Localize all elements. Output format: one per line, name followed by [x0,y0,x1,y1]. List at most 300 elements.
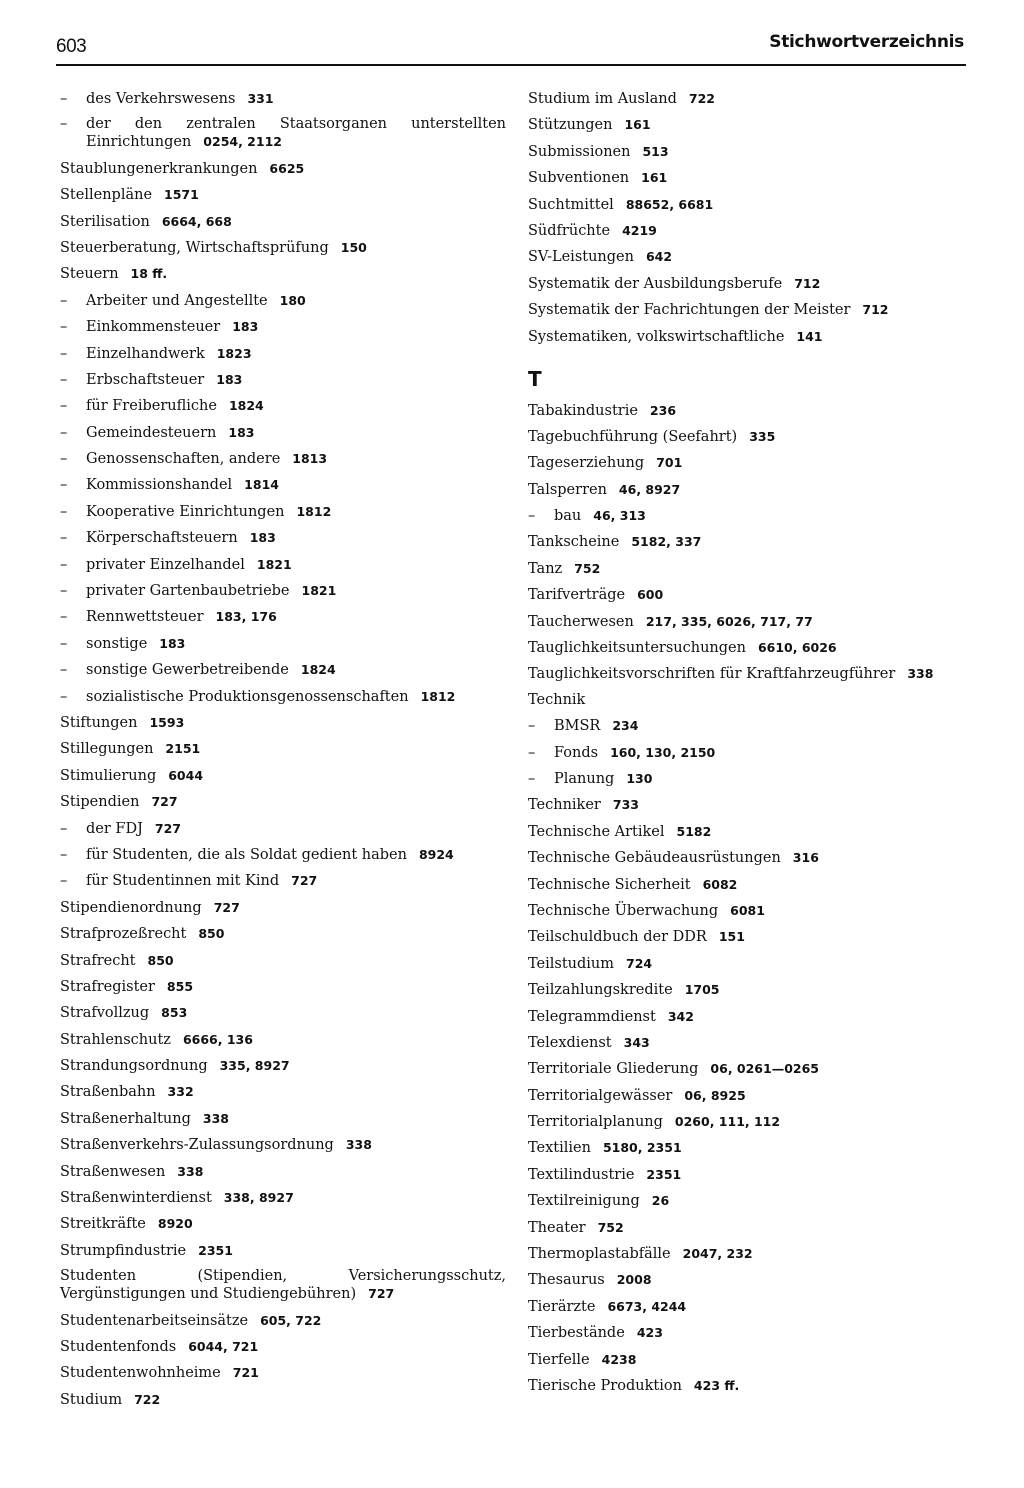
index-entry [60,767,506,785]
index-entry [60,160,506,178]
index-page-ref: 160, 130, 2150 [610,744,716,760]
index-entry [528,955,964,973]
index-term: Tarifverträge [528,587,626,604]
index-entry [60,186,506,204]
index-term: Studentenarbeitseinsätze [60,1312,249,1329]
index-entry [60,239,506,257]
index-term: Telegrammdienst [528,1008,656,1025]
index-term: Fonds [554,744,599,761]
index-term: Stipendien [60,794,140,811]
index-term: privater Einzelhandel [86,556,245,573]
index-entry [528,1034,964,1052]
index-page-ref: 733 [612,797,639,813]
index-term: Territorialplanung [528,1114,663,1131]
index-page-ref: 150 [340,239,367,255]
index-page-ref: 850 [147,952,174,968]
index-page-ref: 4238 [601,1351,637,1367]
index-entry [60,978,506,996]
index-entry [60,213,506,231]
index-entry [60,1057,506,1075]
subentry-dash: – [60,635,68,652]
index-page-ref: 423 ff. [693,1377,740,1393]
index-term: bau [554,508,582,525]
subentry-dash: – [60,873,68,890]
index-entry [60,1364,506,1382]
index-entry [60,1110,506,1128]
subentry-dash: – [60,846,68,863]
index-term: Erbschaftsteuer [86,371,205,388]
index-term: Studenten (Stipendien, Versicherungsschutz, Vergünstigungen und Studiengebühren) [60,1268,506,1303]
index-page-ref: 850 [198,926,225,942]
index-entry [528,1060,964,1078]
index-term: Tierbestände [528,1325,625,1342]
index-subentry [60,292,506,310]
subentry-dash: – [528,744,536,761]
index-term: Tauglichkeitsvorschriften für Kraftfahrzeugführer [528,666,896,683]
subentry-dash: – [60,398,68,415]
index-page-ref: 2008 [616,1272,652,1288]
index-page-ref: 130 [626,770,653,786]
index-entry [528,1377,964,1395]
index-term: Einzelhandwerk [86,345,205,362]
index-page-ref: 183 [228,424,255,440]
index-page-ref: 6081 [730,902,765,918]
index-entry [528,613,964,631]
index-entry [528,928,964,946]
index-term: Technische Artikel [528,823,665,840]
index-subentry [60,503,506,521]
index-entry [528,849,964,867]
index-entry [60,1136,506,1154]
index-term: Strandungsordnung [60,1058,208,1075]
subentry-dash: – [60,662,68,679]
index-term: Techniker [528,797,601,814]
index-entry [528,248,964,266]
index-term: sonstige [86,635,148,652]
index-term: der FDJ [86,820,143,837]
index-entry [528,876,964,894]
index-entry [528,586,964,604]
index-page-ref: 6673, 4244 [607,1298,687,1314]
index-page-ref: 338, 8927 [223,1190,294,1206]
index-subentry [60,608,506,626]
index-page-ref: 701 [656,455,683,471]
index-entry [528,1087,964,1105]
index-term: Submissionen [528,143,631,160]
subentry-dash: – [60,503,68,520]
index-page-ref: 343 [623,1034,650,1050]
index-term: Gemeindesteuern [86,424,217,441]
index-entry [60,1163,506,1181]
subentry-dash: – [60,530,68,547]
index-term: Stipendienordnung [60,899,202,916]
index-entry [528,1113,964,1131]
index-page-ref: 342 [667,1008,694,1024]
index-page-ref: 18 ff. [130,266,168,282]
index-term: Strafvollzug [60,1005,150,1022]
index-entry [60,952,506,970]
index-term: Taucherwesen [528,613,634,630]
index-subentry [60,872,506,890]
index-page-ref: 335, 8927 [219,1058,290,1074]
index-term: Stützungen [528,117,613,134]
index-subentry [528,744,964,762]
index-term: Strahlenschutz [60,1031,171,1048]
index-page-ref: 1705 [684,982,720,998]
index-term: sonstige Gewerbetreibende [86,662,289,679]
index-term: Teilstudium [528,955,615,972]
index-group-t [528,402,964,1395]
index-entry [528,1139,964,1157]
index-page-ref: 161 [641,170,668,186]
index-entry [528,1219,964,1237]
index-term: Straßenbahn [60,1084,156,1101]
index-entry [528,481,964,499]
index-term: Territoriale Gliederung [528,1061,699,1078]
index-page-ref: 727 [368,1286,395,1302]
index-page-ref: 853 [161,1005,188,1021]
index-entry [528,196,964,214]
index-term: Studentenfonds [60,1338,177,1355]
index-page-ref: 6610, 6026 [757,640,837,656]
index-entry [528,1298,964,1316]
index-page-ref: 727 [291,873,318,889]
subentry-dash: – [60,451,68,468]
subentry-dash: – [60,583,68,600]
index-term: Stellenpläne [60,187,153,204]
index-term: Textilien [528,1140,591,1157]
index-term: Territorialgewässer [528,1087,673,1104]
index-term: der den zentralen Staatsorganen unterstellten Einrichtungen [86,116,506,151]
subentry-dash: – [60,91,68,107]
index-term: Genossenschaften, andere [86,451,281,468]
index-page-ref: 1824 [300,662,336,678]
index-page-ref: 217, 335, 6026, 717, 77 [645,613,813,629]
index-term: Strafrecht [60,952,136,969]
running-head: Stichwortverzeichnis [769,32,964,52]
index-entry [60,1215,506,1233]
index-subentry [528,507,964,525]
index-term: Stillegungen [60,741,154,758]
index-page-ref: 1824 [228,398,264,414]
index-entry [528,301,964,319]
index-entry [60,899,506,917]
subentry-dash: – [528,508,536,525]
subentry-dash: – [60,292,68,309]
index-subentry [60,820,506,838]
index-term: Tierfelle [528,1351,590,1368]
index-entry [60,1004,506,1022]
index-page-ref: 513 [642,143,669,159]
subentry-dash: – [60,345,68,362]
subentry-dash: – [528,718,536,735]
index-page-ref: 752 [574,560,601,576]
index-term: Einkommensteuer [86,319,221,336]
subentry-dash: – [60,424,68,441]
index-column-right [528,90,964,1403]
index-entry [60,1338,506,1356]
index-page-ref: 423 [636,1325,663,1341]
index-page-ref: 183 [216,371,243,387]
index-page-ref: 183 [232,319,259,335]
index-page-ref: 1812 [420,688,456,704]
subentry-dash: – [60,371,68,388]
index-entry [528,1008,964,1026]
index-page-ref: 721 [232,1365,259,1381]
index-term: für Studentinnen mit Kind [86,873,280,890]
index-subentry [60,661,506,679]
subentry-dash: – [528,770,536,787]
index-page-ref: 727 [213,899,240,915]
index-page-ref: 236 [649,402,677,418]
index-entry [60,1242,506,1260]
index-term: Studentenwohnheime [60,1365,221,1382]
index-page-ref: 8920 [157,1216,193,1232]
index-page-ref: 0254, 2112 [203,134,282,150]
index-page-ref: 605, 722 [260,1312,322,1328]
index-page-ref: 06, 8925 [684,1087,746,1103]
index-term: Technische Gebäudeausrüstungen [528,850,781,867]
index-term: für Freiberufliche [86,398,217,415]
index-subentry [60,450,506,468]
index-entry [528,1324,964,1342]
index-page-ref: 2351 [646,1166,682,1182]
index-subentry [60,318,506,336]
index-page-ref: 642 [645,249,673,265]
index-term: Strumpfindustrie [60,1242,187,1259]
index-page-ref: 141 [796,328,823,344]
index-term: Studium [60,1391,123,1408]
index-entry [528,1351,964,1369]
index-term: Telexdienst [528,1034,612,1051]
index-term: Talsperren [528,481,607,498]
index-page-ref: 6625 [269,160,305,176]
index-entry [528,533,964,551]
index-page-ref: 727 [154,820,181,836]
index-term: Steuerberatung, Wirtschaftsprüfung [60,239,329,256]
index-term: sozialistische Produktionsgenossenschaften [86,688,409,705]
page-number: 603 [56,36,87,57]
index-subentry [60,582,506,600]
index-term: Stiftungen [60,714,138,731]
index-entry [528,275,964,293]
index-page-ref: 1593 [149,714,185,730]
index-term: Systematik der Ausbildungsberufe [528,275,783,292]
index-subentry [60,529,506,547]
subentry-dash: – [60,116,68,133]
index-page-ref: 727 [151,794,178,810]
page-header [56,30,966,66]
index-term: Thermoplastabfälle [528,1246,671,1263]
index-entry [60,925,506,943]
index-page-ref: 316 [792,850,819,866]
index-term: Tierische Produktion [528,1377,682,1394]
index-entry [528,116,964,134]
index-term: Stimulierung [60,767,157,784]
index-subentry [60,476,506,494]
index-page-ref: 1823 [216,345,252,361]
index-page-ref: 161 [624,117,651,133]
index-page-ref: 1821 [301,583,337,599]
section-letter-heading: T [528,366,542,391]
index-page-ref: 712 [862,302,889,318]
subentry-dash: – [60,556,68,573]
subentry-dash: – [60,319,68,336]
index-page-ref: 1821 [256,556,292,572]
index-term: Straßenerhaltung [60,1110,191,1127]
index-page-ref: 46, 313 [593,508,646,524]
index-page-ref: 338 [202,1110,229,1126]
index-page-ref: 5180, 2351 [602,1140,682,1156]
index-entry [528,1271,964,1289]
index-entry [528,328,964,346]
index-term: Straßenverkehrs-Zulassungsordnung [60,1137,334,1154]
index-entry [528,454,964,472]
index-entry [60,265,506,283]
index-term: Straßenwinterdienst [60,1190,212,1207]
index-term: Tabakindustrie [528,402,638,419]
index-entry [60,1083,506,1101]
index-term: Kommissionshandel [86,477,233,494]
index-term: des Verkehrswesens [86,91,236,107]
index-page-ref: 88652, 6681 [625,196,714,212]
subentry-dash: – [60,688,68,705]
index-page-ref: 183 [249,530,276,546]
index-page-ref: 724 [626,955,653,971]
index-term: Tageserziehung [528,455,645,472]
index-entry [528,692,964,709]
index-term: Thesaurus [528,1272,605,1289]
index-page-ref: 1571 [164,187,199,203]
index-entry [528,639,964,657]
index-term: Strafregister [60,978,155,995]
index-term: Systematiken, volkswirtschaftliche [528,328,785,345]
index-subentry [60,688,506,706]
index-entry [528,902,964,920]
index-term: Theater [528,1219,586,1236]
index-subentry [60,90,506,108]
index-entry [528,402,964,420]
index-term: Tankscheine [528,534,620,551]
index-term: Südfrüchte [528,222,611,239]
index-entry [60,1268,506,1303]
index-page-ref: 338 [345,1137,372,1153]
index-entry [60,1391,506,1409]
index-page-ref: 2351 [198,1242,233,1258]
index-term: Tierärzte [528,1298,596,1315]
index-entry [528,1245,964,1263]
index-term: Suchtmittel [528,196,614,213]
index-page-ref: 752 [597,1219,624,1235]
index-page-ref: 600 [637,587,664,603]
index-term: Teilzahlungskredite [528,982,673,999]
index-entry [528,169,964,187]
index-term: Rennwettsteuer [86,609,204,626]
index-subentry [528,770,964,788]
index-term: Technische Überwachung [528,902,719,919]
index-term: Kooperative Einrichtungen [86,503,285,520]
index-term: Textilreinigung [528,1193,640,1210]
index-page-ref: 6044 [168,767,204,783]
index-subentry [60,635,506,653]
index-term: Sterilisation [60,213,150,230]
index-entry [528,143,964,161]
index-term: Körperschaftsteuern [86,530,238,547]
index-page-ref: 183, 176 [215,609,277,625]
subentry-dash: – [60,477,68,494]
index-page-ref: 151 [718,929,745,945]
index-entry [528,1192,964,1210]
index-term: SV-Leistungen [528,249,634,266]
index-subentry [60,556,506,574]
index-page-ref: 6664, 668 [161,213,232,229]
index-column-left [60,90,506,1417]
index-page-ref: 180 [279,292,306,308]
index-page-ref: 335 [749,428,776,444]
index-term: Systematik der Fachrichtungen der Meister [528,302,851,319]
index-term: Staublungenerkrankungen [60,160,258,177]
index-entry [60,740,506,758]
index-entry [528,823,964,841]
index-term: Tanz [528,560,563,577]
index-entry [528,428,964,446]
index-page-ref: 1812 [296,503,332,519]
index-subentry [60,846,506,864]
index-page-ref: 8924 [418,846,454,862]
index-term: Technik [528,691,586,708]
index-entry [528,1166,964,1184]
index-term: privater Gartenbaubetriebe [86,583,290,600]
index-page-ref: 6666, 136 [182,1031,253,1047]
index-term: Steuern [60,266,119,283]
index-page-ref: 331 [247,91,274,106]
index-subentry [60,424,506,442]
index-page-ref: 0260, 111, 112 [674,1114,781,1130]
index-entry [528,796,964,814]
index-page-ref: 2047, 232 [682,1246,753,1262]
subentry-dash: – [60,820,68,837]
index-page-ref: 338 [177,1163,204,1179]
index-page-ref: 5182, 337 [631,534,702,550]
index-entry [528,560,964,578]
index-term: für Studenten, die als Soldat gedient haben [86,846,407,863]
index-term: Tauglichkeitsuntersuchungen [528,640,746,657]
subentry-dash: – [60,609,68,626]
index-term: Technische Sicherheit [528,876,691,893]
index-term: Arbeiter und Angestellte [86,292,268,309]
index-page-ref: 234 [612,718,639,734]
index-page-ref: 722 [688,91,715,106]
index-entry [60,714,506,732]
index-entry [528,90,964,108]
index-page-ref: 855 [166,978,194,994]
index-page-ref: 6044, 721 [188,1338,259,1354]
index-entry [60,1312,506,1330]
index-entry [528,981,964,999]
index-page-ref: 332 [167,1084,194,1100]
index-term: BMSR [554,718,601,735]
index-group-s [528,90,964,346]
index-page-ref: 46, 8927 [618,481,681,497]
index-page-ref: 338 [907,666,934,682]
index-page-ref: 06, 0261—0265 [710,1061,819,1077]
index-page-ref: 712 [794,275,821,291]
index-term: Straßenwesen [60,1163,166,1180]
index-page-ref: 26 [651,1193,670,1209]
index-subentry [60,116,506,151]
index-subentry [528,717,964,735]
index-page-ref: 183 [159,635,186,651]
